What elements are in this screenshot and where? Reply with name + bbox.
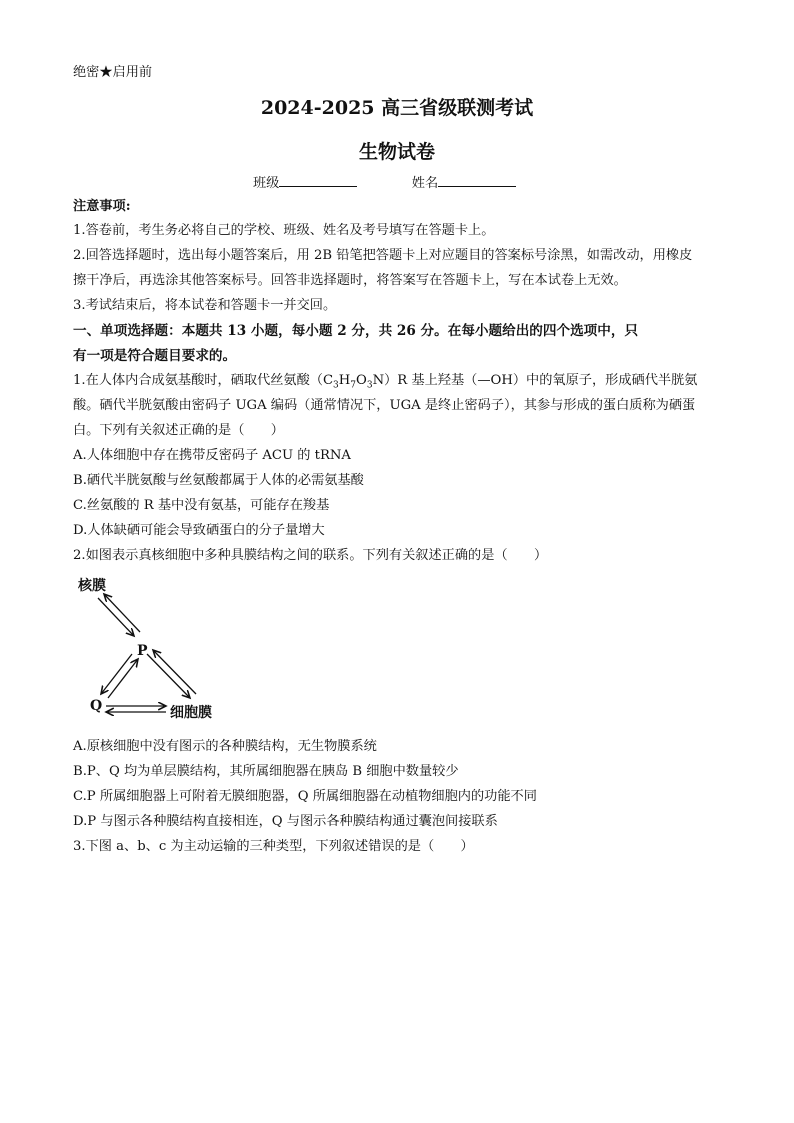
diagram-label-q: Q [90,698,103,714]
section-heading: 一、单项选择题：本题共 13 小题，每小题 2 分，共 26 分。在每小题给出的四个选项中，只 [73,323,639,339]
q1-option-d: D.人体缺硒可能会导致硒蛋白的分子量增大 [73,523,325,538]
arrow-p-to-nucleus [104,594,140,632]
arrow-cell-membrane-to-p [153,650,196,694]
q2-option-a: A.原核细胞中没有图示的各种膜结构，无生物膜系统 [73,739,377,754]
arrow-p-to-cell-membrane [147,654,190,698]
name-label: 姓名 [411,176,439,191]
class-blank [279,172,357,187]
note-item: 2.回答选择题时，选出每小题答案后，用 2B 铅笔把答题卡上对应题目的答案标号涂黑，如需改动，用橡皮 [73,248,693,263]
diagram-label-nuclear-membrane: 核膜 [78,578,106,594]
note-item: 3.考试结束后，将本试卷和答题卡一并交回。 [73,298,337,313]
q1-stem-line2: 酸。硒代半胱氨酸由密码子 UGA 编码（通常情况下，UGA 是终止密码子），其参与形成的蛋白质称为硒蛋 [73,398,696,413]
q2-stem: 2.如图表示真核细胞中多种具膜结构之间的联系。下列有关叙述正确的是（ ） [73,548,548,563]
q2-option-d: D.P 与图示各种膜结构直接相连，Q 与图示各种膜结构通过囊泡间接联系 [73,814,498,829]
name-blank [438,172,516,187]
subject-title: 生物试卷 [358,141,435,163]
notes-heading: 注意事项: [73,199,131,214]
diagram-label-cell-membrane: 细胞膜 [170,705,212,721]
section-heading-cont: 有一项是符合题目要求的。 [73,348,237,364]
class-name-line [253,172,516,191]
note-item: 擦干净后，再选涂其他答案标号。回答非选择题时，将答案写在答题卡上，写在本试卷上无效。 [73,273,627,288]
diagram-label-p: P [137,643,148,659]
arrow-nucleus-to-p [98,598,134,636]
secret-label: 绝密★启用前 [73,65,153,80]
q2-option-c: C.P 所属细胞器上可附着无膜细胞器，Q 所属细胞器在动植物细胞内的功能不同 [73,789,537,804]
q1-stem-line3: 白。下列有关叙述正确的是（ ） [73,423,284,438]
q3-stem: 3.下图 a、b、c 为主动运输的三种类型，下列叙述错误的是（ ） [73,839,474,854]
q1-stem-line1: 1.在人体内合成氨基酸时，硒取代丝氨酸$(C_3H_7O_3N)R$ 基上羟基（—OH）中的氧原子，形成硒代半胱氨 [73,373,698,391]
membrane-diagram [74,572,234,722]
class-label: 班级 [253,176,280,191]
exam-title: 2024-2025 高三省级联测考试 [260,97,534,119]
q1-option-c: C.丝氨酸的 R 基中没有氨基，可能存在羧基 [73,498,330,513]
q1-option-a: A.人体细胞中存在携带反密码子 ACU 的 tRNA [73,448,351,463]
note-item: 1.答卷前，考生务必将自己的学校、班级、姓名及考号填写在答题卡上。 [73,223,495,238]
q2-option-b: B.P、Q 均为单层膜结构，其所属细胞器在胰岛 B 细胞中数量较少 [73,764,459,779]
q1-option-b: B.硒代半胱氨酸与丝氨酸都属于人体的必需氨基酸 [73,473,364,488]
